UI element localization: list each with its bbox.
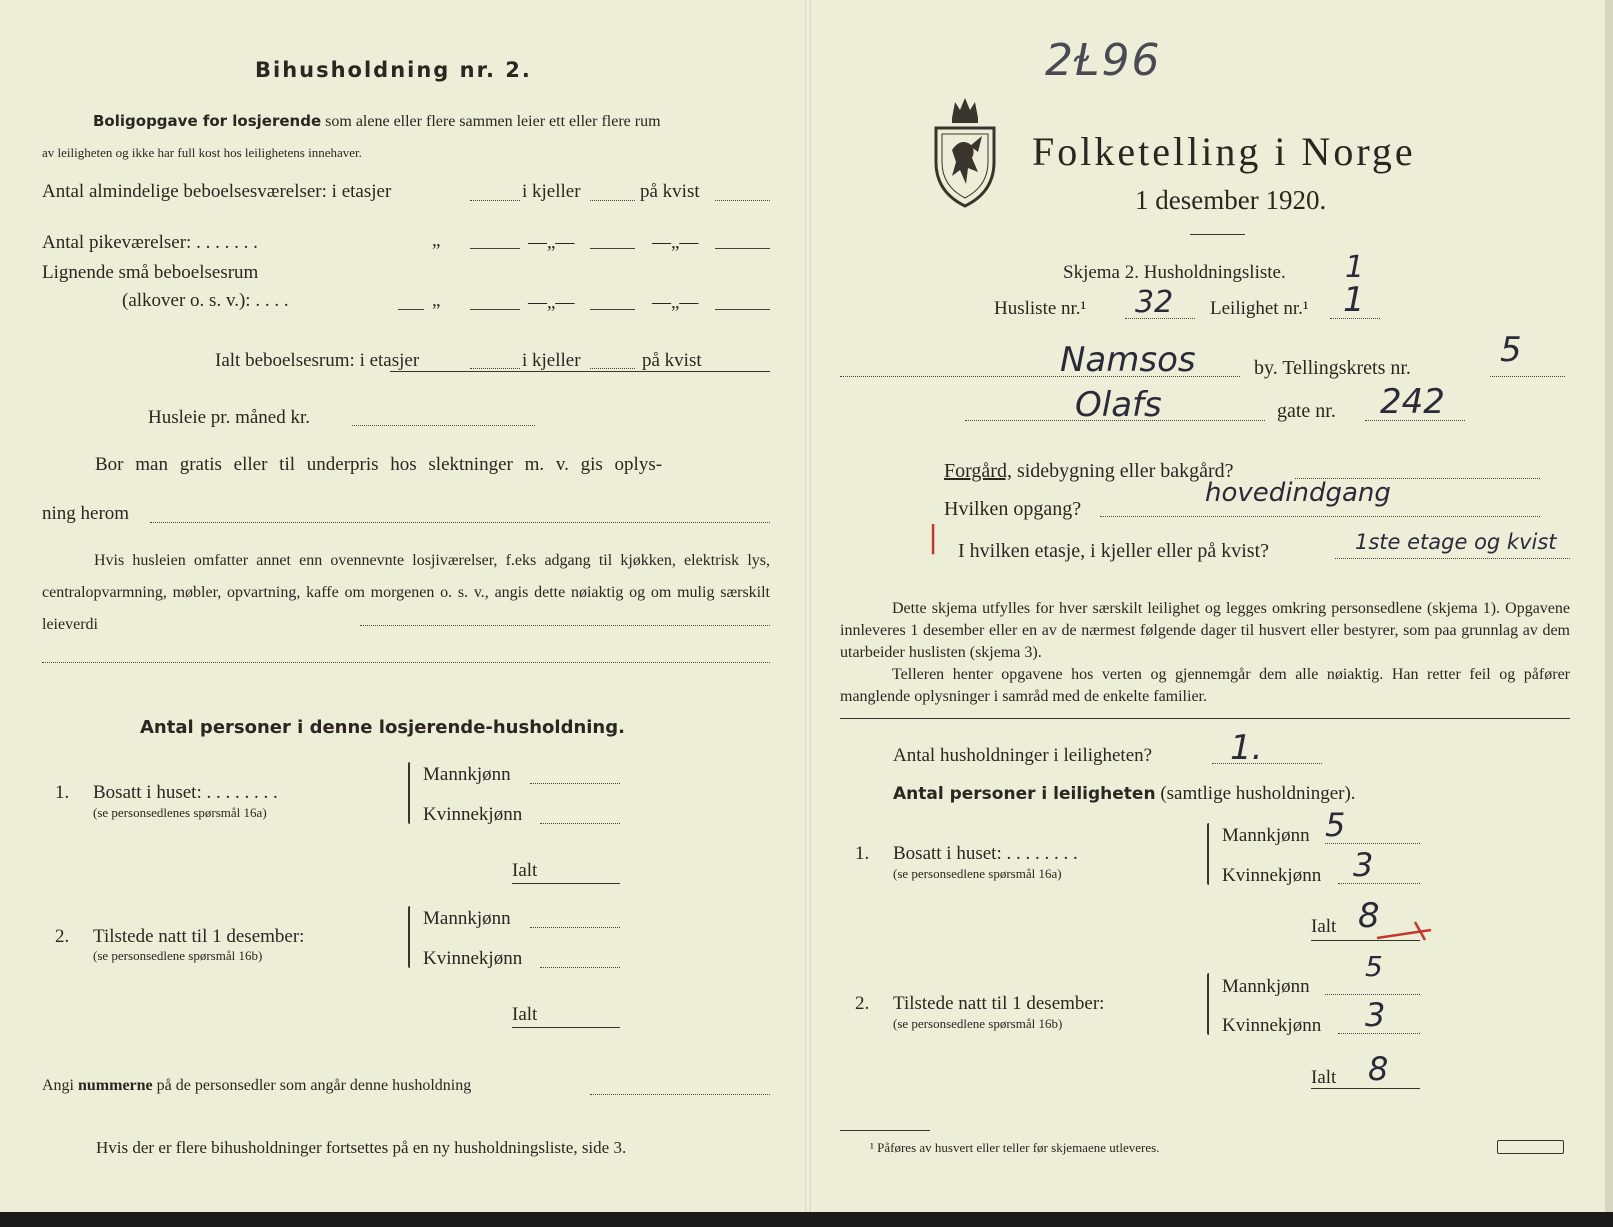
right-q2-kvinne-field	[1338, 1033, 1420, 1034]
page-fold	[805, 0, 811, 1212]
right-q1-sub: (se personsedlene spørsmål 16a)	[893, 866, 1062, 881]
intro-rest: som alene eller flere sammen leier ett eller flere rum	[325, 113, 661, 130]
antal-hush-value[interactable]: 1.	[1230, 728, 1263, 768]
lignende-lead-line	[398, 309, 424, 310]
right-q1-kvinne-value[interactable]: 3	[1353, 846, 1374, 884]
antal-hush-field	[1212, 763, 1322, 764]
pike-label: Antal pikeværelser: . . . . . . .	[42, 232, 258, 253]
left-title: Bihusholdning nr. 2.	[255, 58, 532, 82]
ialt-rooms-label: Ialt beboelsesrum: i etasjer	[215, 350, 420, 371]
right-q1-mann-field	[1325, 843, 1420, 844]
left-q2-mann-field[interactable]	[530, 927, 620, 928]
by-label: by. Tellingskrets nr.	[1254, 357, 1411, 379]
right-q2-kvinne-value[interactable]: 3	[1365, 996, 1386, 1034]
rooms-etasjer-field[interactable]	[470, 200, 520, 201]
coat-of-arms-icon	[930, 92, 1000, 210]
left-q2-kvinne-field[interactable]	[540, 967, 620, 968]
rooms-kvist-label: på kvist	[640, 181, 700, 202]
intro-line-2: av leiligheten og ikke har full kost hos leilighetens innehaver.	[42, 145, 362, 160]
leilighet-label: Leilighet nr.¹	[1210, 298, 1309, 319]
lignende-kvist-field[interactable]	[715, 309, 770, 310]
etasje-field	[1335, 558, 1570, 559]
right-q1-brace	[1207, 823, 1209, 885]
pike-kjeller-field[interactable]	[590, 248, 635, 249]
left-q1-kvinne-field[interactable]	[540, 823, 620, 824]
pike-ditto-3: —„—	[652, 232, 699, 253]
lignende-etasjer-field[interactable]	[470, 309, 520, 310]
pike-ditto-1: „	[432, 230, 441, 251]
rooms-kvist-field[interactable]	[715, 200, 770, 201]
ialt-kjeller-field[interactable]	[590, 368, 635, 369]
skjema-label: Skjema 2. Husholdningsliste.	[1063, 262, 1286, 283]
bor-line-1: Bor man gratis eller til underpris hos slektninger m. v. gis oplys-	[95, 454, 663, 475]
etasje-value[interactable]: 1ste etage og kvist	[1355, 530, 1557, 554]
rooms-kjeller-label: i kjeller	[522, 181, 581, 202]
left-q1-ialt-label: Ialt	[512, 860, 538, 881]
angi-pre: Angi	[42, 1077, 74, 1094]
angi-line	[42, 1077, 471, 1095]
lignende-ditto-3: —„—	[652, 292, 699, 313]
right-q1-label: Bosatt i huset: . . . . . . . .	[893, 843, 1078, 864]
left-q1-brace	[408, 762, 410, 824]
title-rule	[1190, 234, 1245, 235]
footnote-rule	[840, 1130, 930, 1131]
right-q1-mann-value[interactable]: 5	[1325, 806, 1346, 844]
forgaard-rest: sidebygning eller bakgård?	[1016, 460, 1234, 482]
lignende-label-1: Lignende små beboelsesrum	[42, 262, 259, 283]
antal-pers-rest: (samtlige husholdninger).	[1160, 783, 1356, 804]
right-q1-ialt-field	[1311, 940, 1420, 941]
husleie-label: Husleie pr. måned kr.	[148, 407, 310, 428]
gate-nr-field	[1365, 420, 1465, 421]
left-q2-sub: (se personsedlene spørsmål 16b)	[93, 948, 263, 963]
leilighet-value[interactable]: 1	[1343, 280, 1365, 320]
footnote: ¹ Påføres av husvert eller teller før skjemaene utleveres.	[870, 1140, 1160, 1155]
husleie-field[interactable]	[352, 425, 535, 426]
husliste-field	[1125, 318, 1195, 319]
forgaard-row	[944, 460, 1234, 483]
krets-value[interactable]: 5	[1500, 330, 1522, 370]
gate-value[interactable]: Olafs	[1075, 385, 1162, 425]
ialt-kvist-label: på kvist	[642, 350, 702, 371]
husliste-value[interactable]: 32	[1135, 285, 1174, 320]
left-q2-kvinne-label: Kvinnekjønn	[423, 948, 523, 969]
angi-bold: nummerne	[78, 1077, 153, 1094]
etasje-label: I hvilken etasje, i kjeller eller på kvist?	[958, 540, 1269, 562]
left-q2-label: Tilstede natt til 1 desember:	[93, 926, 305, 947]
antal-header: Antal personer i denne losjerende-husholdning.	[140, 717, 625, 738]
left-q1-sub: (se personsedlenes spørsmål 16a)	[93, 805, 267, 820]
gate-nr-value[interactable]: 242	[1380, 382, 1445, 422]
left-q1-label: Bosatt i huset: . . . . . . . .	[93, 782, 278, 803]
left-q1-ialt-field[interactable]	[512, 883, 620, 884]
right-q1-number: 1.	[855, 843, 870, 864]
opgang-label: Hvilken opgang?	[944, 498, 1082, 520]
right-date: 1 desember 1920.	[1135, 185, 1327, 215]
printer-stamp	[1497, 1140, 1564, 1154]
right-title: Folketelling i Norge	[1032, 129, 1416, 174]
hvis-paragraph: Hvis husleien omfatter annet enn ovennevnte losjiværelser, f.eks adgang til kjøkken, elektrisk lys, centralopvarmning, møbler, opvartning, kaffe om morgenen o. s. v., angis dette nøiaktig og om mulig særskilt leieverdi	[42, 552, 770, 633]
left-q2-brace	[408, 906, 410, 968]
left-q1-number: 1.	[55, 782, 70, 803]
instructions-para-2: Telleren henter opgavene hos verten og gjennemgår dem alle nøiaktig. Han retter feil og påfører manglende oplysninger i samråd med de enkelte familier.	[840, 666, 1570, 705]
right-q2-number: 2.	[855, 993, 870, 1014]
opgang-field	[1100, 516, 1540, 517]
lignende-label-2: (alkover o. s. v.): . . . .	[122, 290, 289, 311]
right-q2-sub: (se personsedlene spørsmål 16b)	[893, 1016, 1063, 1031]
right-q2-mann-label: Mannkjønn	[1222, 976, 1310, 997]
intro-line-1	[93, 112, 661, 131]
intro-bold: Boligopgave for losjerende	[93, 112, 322, 130]
skjema-hw: 1	[1345, 250, 1365, 285]
rooms-label: Antal almindelige beboelsesværelser: i etasjer	[42, 181, 392, 202]
right-q1-kvinne-label: Kvinnekjønn	[1222, 865, 1322, 886]
pike-etasjer-field[interactable]	[470, 248, 520, 249]
forgaard-word: Forgård,	[944, 460, 1012, 482]
instructions-para-1: Dette skjema utfylles for hver særskilt leilighet og legges omkring personsedlene (skjema 1). Opgavene innleveres 1 desember eller en av de nærmest følgende dager til husvert eller bestyrer, som paa grunnlag av dem utarbeider huslisten (skjema 3).	[840, 600, 1570, 661]
leieverdi-field[interactable]	[360, 625, 770, 626]
left-q2-mann-label: Mannkjønn	[423, 908, 511, 929]
lignende-ditto-1: „	[432, 290, 441, 311]
right-q2-mann-value[interactable]: 5	[1365, 950, 1383, 983]
section-rule	[840, 718, 1570, 719]
leilighet-field	[1330, 318, 1380, 319]
right-q1-ialt-label: Ialt	[1311, 916, 1337, 937]
right-q2-mann-field	[1325, 994, 1420, 995]
pike-kvist-field[interactable]	[715, 248, 770, 249]
red-correction-mark	[1375, 920, 1435, 942]
right-q2-kvinne-label: Kvinnekjønn	[1222, 1015, 1322, 1036]
right-q2-ialt-value[interactable]: 8	[1368, 1050, 1389, 1088]
lignende-ditto-2: —„—	[528, 292, 575, 313]
angi-field[interactable]	[590, 1094, 770, 1095]
left-q1-kvinne-label: Kvinnekjønn	[423, 804, 523, 825]
left-q2-ialt-label: Ialt	[512, 1004, 538, 1025]
right-q1-kvinne-field	[1338, 883, 1420, 884]
right-q2-label: Tilstede natt til 1 desember:	[893, 993, 1105, 1014]
bor-field[interactable]	[150, 522, 770, 523]
right-q1-mann-label: Mannkjønn	[1222, 825, 1310, 846]
left-q1-mann-label: Mannkjønn	[423, 764, 511, 785]
opgang-value[interactable]: hovedindgang	[1205, 478, 1391, 508]
right-q2-ialt-field	[1311, 1088, 1420, 1089]
antal-pers-row	[893, 783, 1356, 805]
page-edge	[1605, 0, 1613, 1212]
angi-rest: på de personsedler som angår denne husholdning	[156, 1077, 472, 1094]
krets-field	[1490, 376, 1565, 377]
right-q2-brace	[1207, 973, 1209, 1035]
bor-line-2: ning herom	[42, 503, 130, 524]
ialt-kjeller-label: i kjeller	[522, 350, 581, 371]
right-q1-ialt-value[interactable]: 8	[1358, 896, 1380, 936]
gate-label: gate nr.	[1277, 400, 1336, 422]
rooms-kjeller-field[interactable]	[590, 200, 635, 201]
left-footer: Hvis der er flere bihusholdninger fortsettes på en ny husholdningsliste, side 3.	[96, 1138, 627, 1157]
antal-hush-label: Antal husholdninger i leiligheten?	[893, 745, 1153, 766]
left-q2-ialt-field[interactable]	[512, 1027, 620, 1028]
lignende-kjeller-field[interactable]	[590, 309, 635, 310]
by-value[interactable]: Namsos	[1060, 340, 1196, 380]
husliste-label: Husliste nr.¹	[994, 298, 1087, 319]
right-q2-ialt-label: Ialt	[1311, 1067, 1337, 1088]
leieverdi-field-2[interactable]	[42, 662, 770, 663]
archive-number: 2Ɫ96	[1045, 35, 1162, 86]
left-q1-mann-field[interactable]	[530, 783, 620, 784]
ialt-etasjer-field[interactable]	[470, 368, 520, 369]
red-check-mark: |	[928, 520, 939, 555]
left-q2-number: 2.	[55, 926, 70, 947]
pike-ditto-2: —„—	[528, 232, 575, 253]
antal-pers-bold: Antal personer i leiligheten	[893, 784, 1156, 804]
